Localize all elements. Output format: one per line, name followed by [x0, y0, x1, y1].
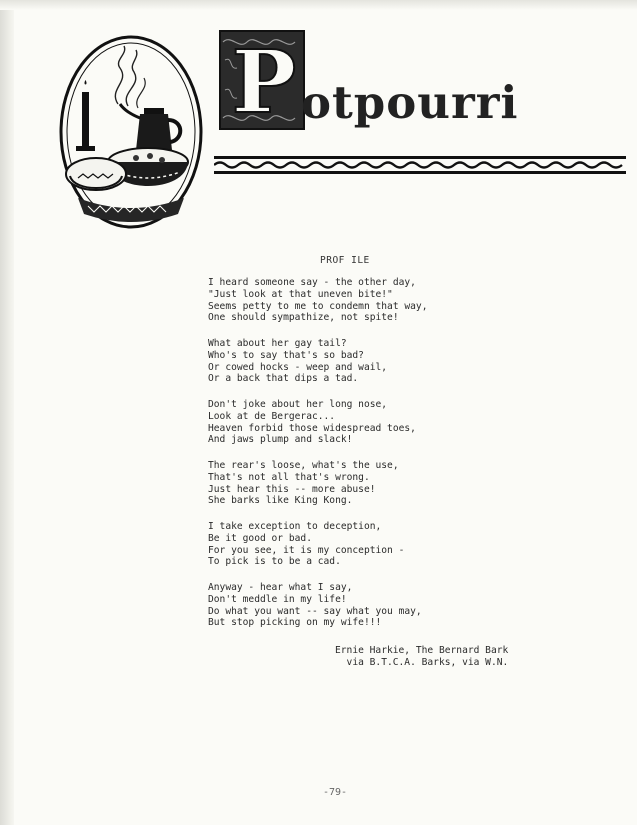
poem-line: Heaven forbid those widespread toes,	[208, 422, 416, 434]
poem-line: Who's to say that's so bad?	[208, 349, 364, 361]
stanza	[208, 277, 508, 324]
poem-line: Don't joke about her long nose,	[208, 398, 388, 410]
kitchen-still-life-illustration	[58, 34, 204, 230]
poem-line: Be it good or bad.	[208, 532, 312, 544]
poem-line: That's not all that's wrong.	[208, 471, 370, 483]
poem-line: Seems petty to me to condemn that way,	[208, 300, 428, 312]
poem-line: And jaws plump and slack!	[208, 434, 353, 446]
poem-line: One should sympathize, not spite!	[208, 312, 399, 324]
poem-line: I take exception to deception,	[208, 520, 382, 532]
decorative-rule	[214, 154, 626, 176]
poem-line: She barks like King Kong.	[208, 495, 353, 507]
poem-line: What about her gay tail?	[208, 337, 347, 349]
stanza	[208, 521, 508, 568]
attribution	[335, 645, 508, 669]
page-edge-top	[0, 0, 637, 10]
page-edge	[0, 0, 14, 825]
poem-line: Do what you want -- say what you may,	[208, 605, 422, 617]
poem-line: But stop picking on my wife!!!	[208, 617, 382, 629]
stanza	[208, 460, 508, 507]
stanza	[208, 399, 508, 446]
poem-line: I heard someone say - the other day,	[208, 277, 416, 288]
poem-line: Or a back that dips a tad.	[208, 373, 359, 385]
poem-line: To pick is to be a cad.	[208, 556, 341, 568]
attribution-author: Ernie Harkie, The Bernard Bark	[335, 645, 509, 656]
page-title: otpourri	[301, 76, 519, 129]
poem-line: Don't meddle in my life!	[208, 593, 347, 605]
poem-line: Anyway - hear what I say,	[208, 581, 353, 593]
poem-line: Look at de Bergerac...	[208, 410, 336, 422]
poem-body	[208, 277, 508, 643]
title-initial: P	[231, 32, 297, 130]
poem-line: Or cowed hocks - weep and wail,	[208, 361, 388, 373]
poem-line: "Just look at that uneven bite!"	[208, 288, 393, 300]
decorated-initial-letter	[219, 30, 305, 130]
stanza	[208, 338, 508, 385]
stanza	[208, 582, 508, 629]
poem-line: For you see, it is my conception -	[208, 544, 405, 556]
page-number: -79-	[323, 787, 348, 798]
poem-line: The rear's loose, what's the use,	[208, 459, 399, 471]
poem-line: Just hear this -- more abuse!	[208, 483, 376, 495]
attribution-source: via B.T.C.A. Barks, via W.N.	[346, 656, 509, 668]
poem-title: PROF ILE	[320, 255, 370, 266]
